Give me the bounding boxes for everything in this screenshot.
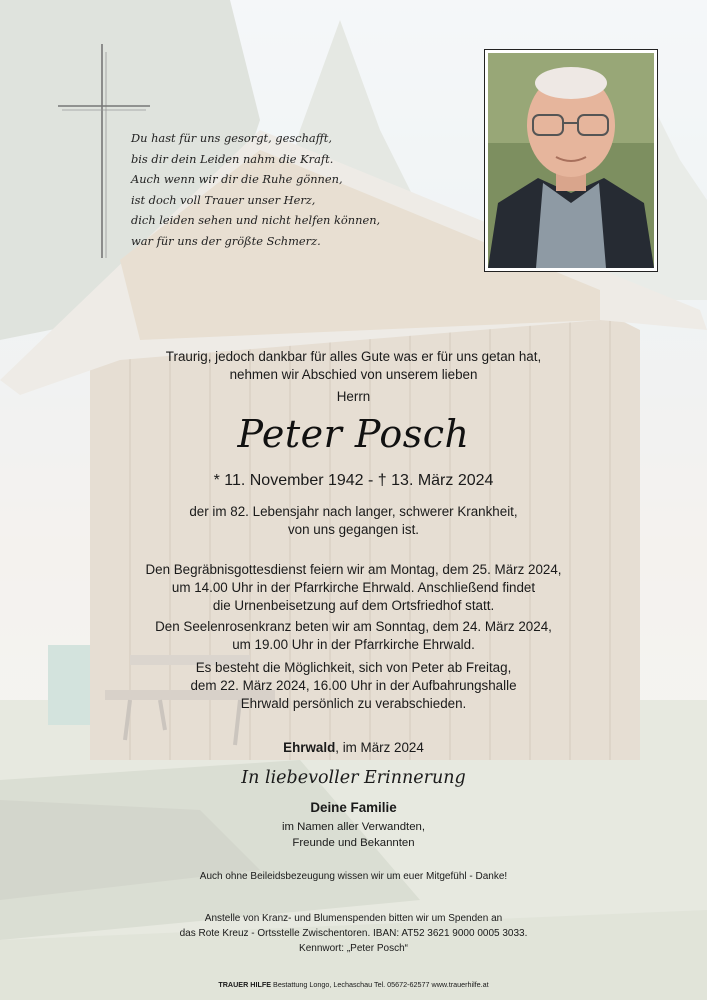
condolence-note: Auch ohne Beileidsbezeugung wissen wir um euer Mitgefühl - Danke! bbox=[199, 871, 508, 882]
donation-line: Anstelle von Kranz- und Blumenspenden bitten wir um Spenden an bbox=[204, 913, 503, 924]
relatives-line: Freunde und Bekannten bbox=[292, 837, 415, 849]
donation-line: das Rote Kreuz - Ortsstelle Zwischentoren. IBAN: AT52 3621 9000 0005 3033. bbox=[179, 928, 528, 939]
deceased-detail bbox=[0, 503, 707, 539]
announcement-line: nehmen wir Abschied von unserem lieben bbox=[229, 367, 478, 382]
portrait-frame bbox=[484, 49, 658, 272]
salutation: Herrn bbox=[336, 389, 371, 404]
relatives bbox=[0, 819, 707, 851]
funeral-info bbox=[0, 561, 707, 615]
date: , im März 2024 bbox=[335, 740, 424, 755]
viewing-line: Es besteht die Möglichkeit, sich von Peter ab Freitag, bbox=[195, 660, 512, 675]
family-signature: Deine Familie bbox=[310, 800, 397, 815]
detail-line: der im 82. Lebensjahr nach langer, schwerer Krankheit, bbox=[189, 504, 518, 519]
donation-line: Kennwort: „Peter Posch“ bbox=[299, 943, 408, 954]
viewing-info bbox=[0, 659, 707, 713]
rosary-line: Den Seelenrosenkranz beten wir am Sonntag, dem 24. März 2024, bbox=[155, 619, 552, 634]
poem-line: ist doch voll Trauer unser Herz, bbox=[131, 192, 316, 207]
poem bbox=[131, 128, 461, 252]
remembrance-text: In liebevoller Erinnerung bbox=[241, 768, 466, 788]
deceased-name: Peter Posch bbox=[237, 412, 470, 456]
footer bbox=[0, 980, 707, 989]
portrait-photo bbox=[488, 53, 654, 268]
funeral-line: um 14.00 Uhr in der Pfarrkirche Ehrwald. Anschließend findet bbox=[171, 580, 536, 595]
funeral-line: Den Begräbnisgottesdienst feiern wir am Montag, dem 25. März 2024, bbox=[145, 562, 562, 577]
announcement-line: Traurig, jedoch dankbar für alles Gute was er für uns getan hat, bbox=[165, 349, 542, 364]
poem-line: Auch wenn wir dir die Ruhe gönnen, bbox=[131, 172, 343, 187]
poem-line: war für uns der größte Schmerz. bbox=[131, 233, 321, 248]
place: Ehrwald bbox=[283, 740, 336, 755]
poem-line: bis dir dein Leiden nahm die Kraft. bbox=[131, 151, 334, 166]
detail-line: von uns gegangen ist. bbox=[287, 522, 420, 537]
poem-line: Du hast für uns gesorgt, geschafft, bbox=[131, 131, 332, 145]
footer-brand: TRAUER HILFE bbox=[218, 980, 272, 989]
rosary-line: um 19.00 Uhr in der Pfarrkirche Ehrwald. bbox=[232, 637, 475, 652]
viewing-line: Ehrwald persönlich zu verabschieden. bbox=[240, 696, 467, 711]
funeral-line: die Urnenbeisetzung auf dem Ortsfriedhof statt. bbox=[212, 598, 495, 613]
poem-line: dich leiden sehen und nicht helfen können, bbox=[131, 213, 381, 228]
viewing-line: dem 22. März 2024, 16.00 Uhr in der Aufbahrungshalle bbox=[190, 678, 517, 693]
footer-text: Bestattung Longo, Lechaschau Tel. 05672-62577 www.trauerhilfe.at bbox=[271, 980, 489, 989]
donation-info bbox=[0, 911, 707, 956]
life-dates: * 11. November 1942 - † 13. März 2024 bbox=[213, 472, 494, 489]
place-date bbox=[0, 739, 707, 757]
relatives-line: im Namen aller Verwandten, bbox=[281, 821, 426, 833]
rosary-info bbox=[0, 618, 707, 654]
announcement bbox=[0, 348, 707, 406]
portrait-illustration bbox=[488, 53, 654, 268]
